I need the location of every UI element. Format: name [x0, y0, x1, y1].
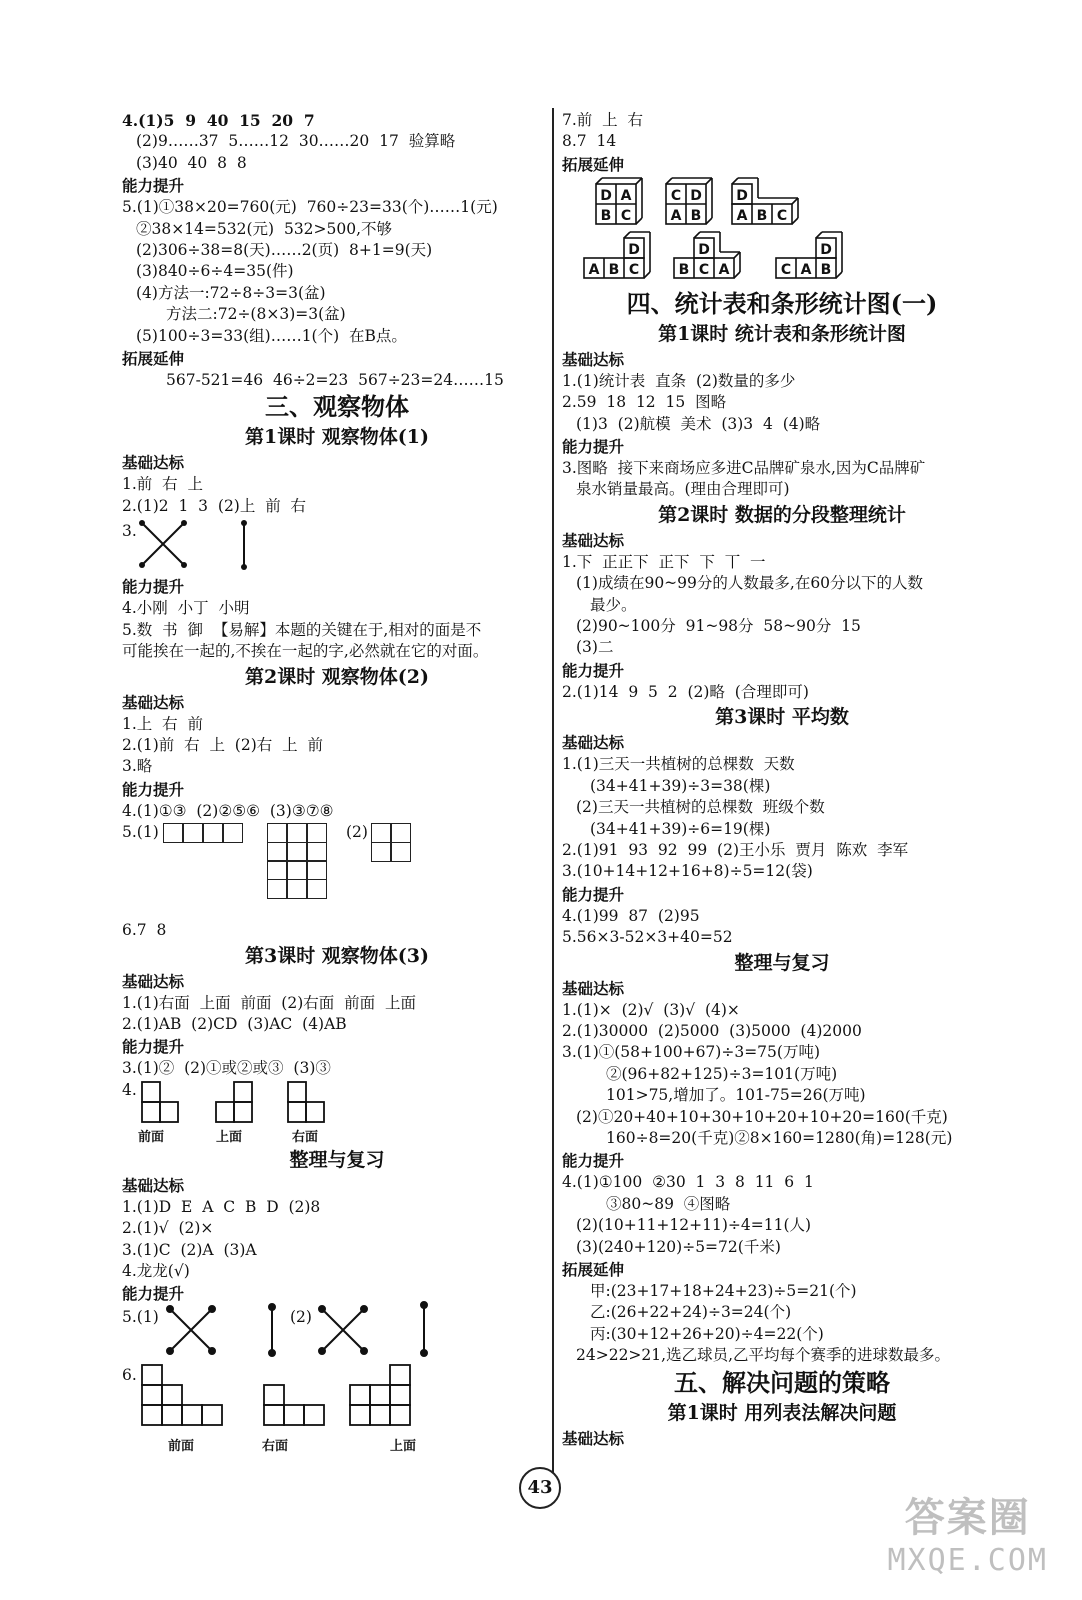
answer-line: 4.(1)①③ (2)②⑤⑥ (3)③⑦⑧ — [122, 801, 334, 820]
section-heading: 能力提升 — [122, 779, 185, 799]
answer-line: 2.(1)前 右 上 (2)右 上 前 — [122, 735, 323, 754]
answer-line: 24>22>21,选乙球员,乙平均每个赛季的进球数最多。 — [576, 1346, 950, 1365]
lesson-title: 第3课时 平均数 — [715, 706, 849, 729]
answer-line: 4.(1)99 87 (2)95 — [562, 906, 700, 925]
answer-line: 3.图略 接下来商场应多进C品牌矿泉水,因为C品牌矿 — [562, 459, 926, 478]
answer-line: (34+41+39)÷3=38(棵) — [590, 776, 771, 795]
answer-label: 5.(1) — [122, 823, 159, 842]
answer-line: (4)方法一:72÷8÷3=3(盆) — [136, 283, 326, 302]
section-heading: 拓展延伸 — [562, 154, 625, 174]
answer-line: 4.小刚 小丁 小明 — [122, 599, 250, 618]
answer-line: 8.7 14 — [562, 132, 617, 151]
answer-line: 101>75,增加了。101-75=26(万吨) — [606, 1086, 866, 1105]
section-heading: 基础达标 — [122, 692, 185, 712]
answer-line: ②(96+82+125)÷3=101(万吨) — [606, 1064, 838, 1083]
answer-line: (2)90~100分 91~98分 58~90分 15 — [576, 617, 861, 636]
unit-title: 五、解决问题的策略 — [674, 1367, 890, 1397]
cube-letter: A — [800, 261, 812, 278]
cube-letter: D — [698, 241, 710, 258]
answer-line: (1)成绩在90~99分的人数最多,在60分以下的人数 — [576, 574, 924, 593]
views-drawing — [138, 1080, 438, 1126]
view-caption: 前面 — [168, 1439, 195, 1455]
answer-label: 6. — [122, 1366, 137, 1385]
cube-figures — [562, 176, 1002, 288]
answer-line: 1.(1)三天一共植树的总棵数 天数 — [562, 755, 795, 774]
lesson-title: 第1课时 观察物体(1) — [244, 426, 430, 449]
answer-line: 1.前 右 上 — [122, 475, 203, 494]
left-column — [122, 110, 552, 1459]
answer-line: 泉水销量最高。(理由合理即可) — [576, 480, 790, 499]
answer-line: ②38×14=532(元) 532>500,不够 — [136, 219, 393, 238]
view-caption: 上面 — [390, 1439, 417, 1455]
answer-line: (2)(10+11+12+11)÷4=11(人) — [576, 1216, 812, 1235]
answer-line: 2.(1)2 1 3 (2)上 前 右 — [122, 496, 307, 515]
watermark-url: MXQE.COM — [887, 1543, 1048, 1578]
matching-figure — [122, 517, 552, 575]
lesson-title: 第2课时 数据的分段整理统计 — [658, 503, 906, 526]
answer-line: 1.(1)× (2)√ (3)√ (4)× — [562, 1000, 740, 1019]
answer-line: 5.56×3-52×3+40=52 — [562, 928, 733, 947]
answer-line: (3)二 — [576, 638, 614, 657]
view-caption: 上面 — [216, 1129, 243, 1145]
answer-line: 丙:(30+12+26+20)÷4=22(个) — [590, 1324, 824, 1343]
section-heading: 能力提升 — [562, 884, 625, 904]
lesson-title: 第3课时 观察物体(3) — [244, 944, 430, 967]
section-heading: 基础达标 — [562, 349, 625, 369]
answer-line: (5)100÷3=33(组)……1(个) 在B点。 — [136, 326, 407, 345]
answer-label: (2) — [346, 823, 368, 842]
cube-letter: C — [698, 261, 710, 278]
answer-line: 1.上 右 前 — [122, 714, 203, 733]
unit-title: 三、观察物体 — [265, 392, 409, 422]
cube-letter: A — [588, 261, 600, 278]
answer-line: 2.59 18 12 15 图略 — [562, 393, 727, 412]
cube-letter: A — [736, 207, 748, 224]
cross-lines-drawing — [134, 517, 284, 575]
section-heading: 能力提升 — [122, 577, 185, 597]
answer-line: 3.(1)② (2)①或②或③ (3)③ — [122, 1059, 331, 1078]
section-heading: 基础达标 — [122, 453, 185, 473]
answer-line: 甲:(23+17+18+24+23)÷5=21(个) — [590, 1282, 857, 1300]
answer-line: 3.(10+14+12+16+8)÷5=12(袋) — [562, 862, 813, 881]
section-heading: 能力提升 — [562, 660, 625, 680]
answer-line: 1.下 正正下 正下 下 丅 一 — [562, 552, 766, 571]
cube-letter: B — [820, 261, 832, 278]
answer-line: 2.(1)91 93 92 99 (2)王小乐 贾月 陈欢 李军 — [562, 840, 909, 859]
answer-label: 4. — [122, 1080, 137, 1099]
answer-line: 567-521=46 46÷2=23 567÷23=24……15 — [166, 371, 504, 390]
section-heading: 能力提升 — [122, 176, 185, 196]
cube-letter: D — [820, 241, 832, 258]
column-divider — [552, 108, 554, 1473]
section-heading: 能力提升 — [122, 1284, 185, 1304]
cube-stack-drawing — [588, 176, 922, 288]
answer-line: (2)9……37 5……12 30……20 17 验算略 — [136, 132, 456, 151]
cube-letter: A — [670, 207, 682, 224]
cube-letter: B — [690, 207, 702, 224]
view-caption: 右面 — [292, 1129, 319, 1145]
answer-line: 2.(1)30000 (2)5000 (3)5000 (4)2000 — [562, 1021, 862, 1040]
answer-line: (3)840÷6÷4=35(件) — [136, 262, 294, 281]
answer-line: (2)①20+40+10+30+10+20+10+20=160(千克) — [576, 1107, 948, 1126]
cube-letter: C — [620, 207, 632, 224]
views-drawing — [138, 1363, 458, 1433]
answer-line: 2.(1)14 9 5 2 (2)略 (合理即可) — [562, 682, 809, 701]
answer-line: (34+41+39)÷6=19(棵) — [590, 819, 771, 838]
section-heading: 基础达标 — [122, 1175, 185, 1195]
cube-letter: D — [628, 241, 640, 258]
answer-label: 3. — [122, 522, 137, 541]
answer-line: 7.前 上 右 — [562, 111, 643, 129]
section-heading: 基础达标 — [562, 530, 625, 550]
grid-4x3 — [268, 824, 328, 898]
answer-line: (2)306÷38=8(天)……2(页) 8+1=9(天) — [136, 241, 433, 260]
grid-figures — [122, 822, 552, 920]
answer-line: 4.(1)①100 ②30 1 3 8 11 6 1 — [562, 1173, 814, 1192]
cube-letter: B — [756, 207, 768, 224]
answer-line: 可能挨在一起的,不挨在一起的字,必然就在它的对面。 — [122, 642, 489, 661]
section-heading: 能力提升 — [122, 1037, 185, 1057]
answer-line: 3.略 — [122, 757, 153, 776]
view-figures-6 — [122, 1363, 552, 1459]
cube-letter: B — [600, 207, 612, 224]
answer-line: 4.龙龙(√) — [122, 1261, 190, 1280]
section-heading: 基础达标 — [562, 1428, 625, 1448]
grid-2x2 — [372, 824, 412, 861]
cube-letter: B — [608, 261, 620, 278]
cube-letter: C — [628, 261, 640, 278]
section-heading: 拓展延伸 — [562, 1260, 625, 1279]
answer-line: 3.(1)①(58+100+67)÷3=75(万吨) — [562, 1043, 820, 1062]
cube-letter: C — [780, 261, 792, 278]
answer-line: ③80~89 ④图略 — [606, 1194, 731, 1213]
answer-line: 最少。 — [590, 595, 637, 614]
cube-letter: D — [736, 187, 748, 204]
grid-1x4 — [164, 824, 244, 842]
section-heading: 拓展延伸 — [122, 349, 185, 369]
answer-label: 5.(1) — [122, 1308, 159, 1327]
cube-letter: D — [600, 187, 612, 204]
view-figures — [122, 1080, 552, 1146]
answer-line: (3)(240+120)÷5=72(千米) — [576, 1237, 781, 1256]
answer-line: 5.数 书 御 【易解】本题的关键在于,相对的面是不 — [122, 620, 482, 639]
lesson-title: 整理与复习 — [734, 951, 830, 974]
unit-title: 四、统计表和条形统计图(一) — [626, 288, 938, 318]
view-caption: 前面 — [138, 1129, 165, 1145]
answer-line: (3)40 40 8 8 — [136, 153, 247, 172]
answer-line: 5.(1)①38×20=760(元) 760÷23=33(个)……1(元) — [122, 198, 498, 217]
cube-letter: D — [690, 187, 702, 204]
matching-figure-2 — [122, 1305, 552, 1363]
cube-letter: C — [670, 187, 682, 204]
section-heading: 基础达标 — [562, 978, 625, 998]
cross-lines-drawing — [142, 1301, 472, 1361]
answer-line: 1.(1)D E A C B D (2)8 — [122, 1197, 321, 1216]
cube-letter: C — [776, 207, 788, 224]
section-heading: 能力提升 — [562, 1151, 625, 1171]
answer-label: (2) — [290, 1308, 312, 1327]
answer-line: 方法二:72÷(8×3)=3(盆) — [166, 305, 346, 324]
answer-line: (1)3 (2)航模 美术 (3)3 4 (4)略 — [576, 414, 821, 433]
answer-line: 160÷8=20(千克)②8×160=1280(角)=128(元) — [606, 1128, 953, 1147]
watermark-text: 答案圈 — [904, 1494, 1031, 1541]
right-column — [562, 110, 1002, 1450]
page-number: 43 — [519, 1467, 561, 1509]
lesson-title: 整理与复习 — [289, 1148, 385, 1171]
view-caption: 右面 — [262, 1439, 289, 1455]
lesson-title: 第1课时 用列表法解决问题 — [667, 1401, 897, 1424]
answer-line: 2.(1)AB (2)CD (3)AC (4)AB — [122, 1014, 347, 1033]
answer-line: 1.(1)右面 上面 前面 (2)右面 前面 上面 — [122, 993, 416, 1012]
answer-line: 乙:(26+22+24)÷3=24(个) — [590, 1303, 792, 1322]
section-heading: 基础达标 — [122, 971, 185, 991]
answer-line: (2)三天一共植树的总棵数 班级个数 — [576, 798, 825, 817]
cube-letter: B — [678, 261, 690, 278]
answer-line: 6.7 8 — [122, 921, 167, 940]
section-heading: 能力提升 — [562, 437, 625, 457]
section-heading: 基础达标 — [562, 733, 625, 753]
cube-letter: A — [620, 187, 632, 204]
lesson-title: 第1课时 统计表和条形统计图 — [658, 322, 906, 345]
watermark-logo — [888, 1486, 1049, 1578]
lesson-title: 第2课时 观察物体(2) — [244, 665, 430, 688]
answer-line: 2.(1)√ (2)× — [122, 1219, 214, 1238]
answer-line: 1.(1)统计表 直条 (2)数量的多少 — [562, 371, 796, 390]
answer-line: 4.(1)5 9 40 15 20 7 — [122, 111, 315, 130]
cube-letter: A — [718, 261, 730, 278]
answer-line: 3.(1)C (2)A (3)A — [122, 1240, 257, 1259]
